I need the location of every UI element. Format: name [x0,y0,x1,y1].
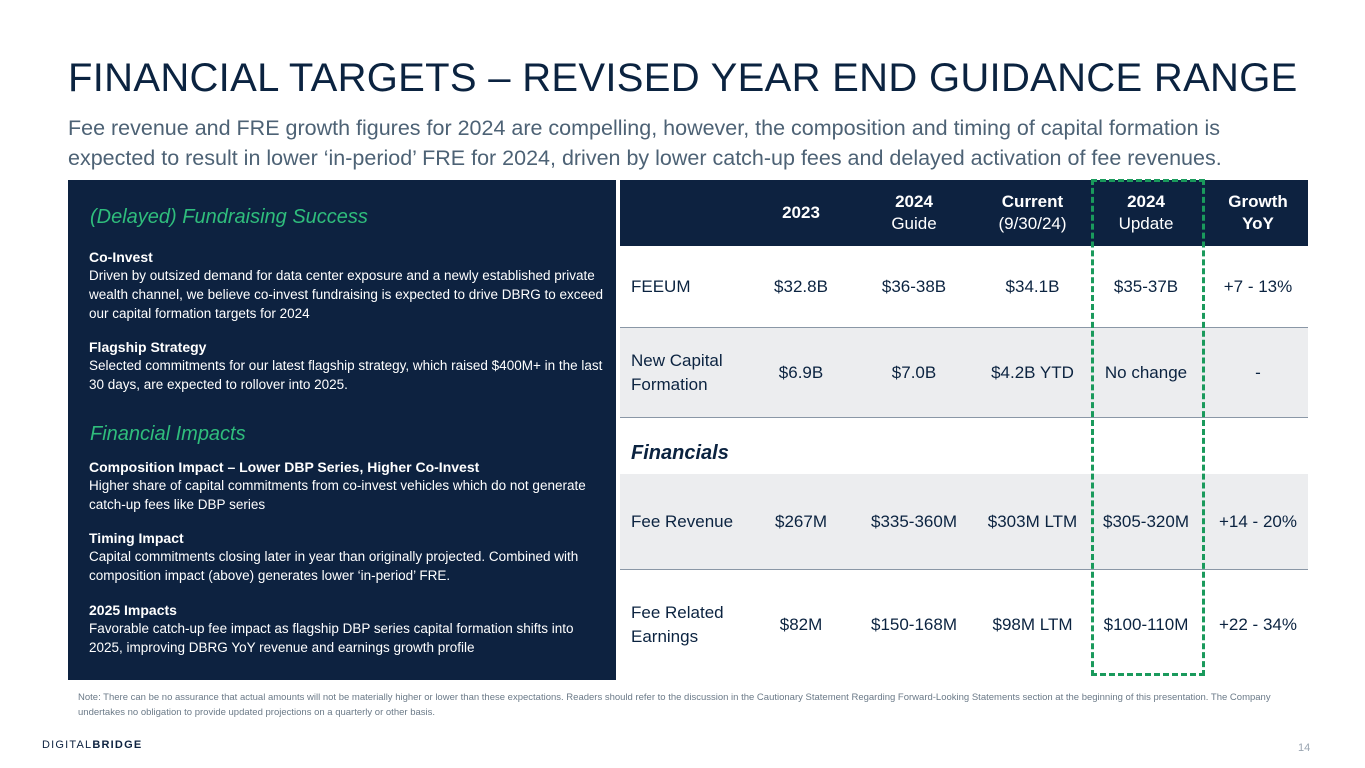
flagship-body: Selected commitments for our latest flagship strategy, which raised $400M+ in the last 30 days, are expected to rollover into 2025. [89,358,603,392]
table-row-financials-heading [620,418,1308,474]
composition-title: Composition Impact – Lower DBP Series, Higher Co-Invest [89,459,480,475]
header-2023: 2023 [782,203,820,222]
cell-update: $35-37B [1113,276,1179,296]
cell-2023: $267M [775,511,827,531]
timing-title: Timing Impact [89,530,184,546]
cell-2023: $32.8B [774,276,828,296]
header-2024-update: 2024 Update [1118,192,1174,233]
row-label: FEEUM [631,276,691,296]
row-label: Fee Related Earnings [631,603,724,646]
table-row-fee-revenue [620,474,1308,570]
cell-update: No change [1104,362,1188,382]
cell-current: $4.2B YTD [991,362,1074,382]
left-panel [68,180,616,680]
table-row-feeum [620,246,1308,328]
row-label: Fee Revenue [631,511,734,531]
page-number: 14 [1298,742,1311,754]
composition-item [89,458,604,514]
header-growth-yoy: Growth YoY [1228,192,1288,233]
header-2024-guide: 2024 Guide [891,192,937,233]
cell-guide: $7.0B [891,362,937,382]
impacts-heading: Financial Impacts [90,423,246,445]
coinvest-body: Driven by outsized demand for data center exposure and a newly established private wealth channel, we believe co-invest fundraising is expected to drive DBRG to exceed our capital formation targets for 2024 [89,268,604,321]
cell-2023: $82M [779,615,823,634]
cell-growth: +22 - 34% [1219,615,1297,634]
fundraising-heading: (Delayed) Fundraising Success [90,206,368,228]
cell-guide: $150-168M [870,615,957,634]
cell-current: $98M LTM [992,615,1073,634]
cell-2023: $6.9B [778,362,824,382]
cell-growth: +7 - 13% [1223,276,1293,296]
financials-label: Financials [631,442,729,464]
guidance-table [620,180,1308,680]
cell-guide: $335-360M [870,511,957,531]
cell-update: $305-320M [1102,511,1189,531]
digitalbridge-logo: DIGITALBRIDGE [42,739,143,751]
timing-body: Capital commitments closing later in year than originally projected. Combined with composition impact (above) generates lower ‘in-period’ FRE. [89,549,579,583]
table-header [620,180,1308,246]
footnote: Note: There can be no assurance that actual amounts will not be materially higher or lower than these expectations. Readers should refer to the discussion in the Cautionary Statement Regarding Forward-Looking Statements section at the beginning of this presentation. The Company undertakes no obligation to provide updated projections on a quarterly or other basis. [78,692,1271,718]
table-row-fee-related-earnings [620,570,1308,680]
coinvest-title: Co-Invest [89,249,153,265]
flagship-title: Flagship Strategy [89,339,207,355]
cell-growth: - [1255,362,1261,382]
composition-body: Higher share of capital commitments from co-invest vehicles which do not generate catch-up fees like DBP series [89,478,586,512]
page-title: FINANCIAL TARGETS – REVISED YEAR END GUIDANCE RANGE [68,56,1298,100]
table-row-capital-formation [620,328,1308,418]
coinvest-item [89,248,604,323]
cell-current: $34.1B [1005,276,1060,296]
row-label: New Capital Formation [631,350,723,394]
impacts2025-title: 2025 Impacts [89,602,177,618]
page-subtitle [68,113,1328,173]
impacts2025-body: Favorable catch-up fee impact as flagship DBP series capital formation shifts into 2025, improving DBRG YoY revenue and earnings growth profile [89,621,574,655]
subtitle-line-1: Fee revenue and FRE growth figures for 2024 are compelling, however, the composition and timing of capital formation is [68,116,1221,140]
timing-item [89,529,604,585]
cell-update: $100-110M [1103,615,1189,634]
cell-growth: +14 - 20% [1219,511,1297,531]
subtitle-line-2: expected to result in lower ‘in-period’ FRE for 2024, driven by lower catch-up fees and delayed activation of fee revenues. [68,146,1222,170]
impacts2025-item [89,601,604,657]
flagship-item [89,338,604,394]
cell-current: $303M LTM [987,511,1078,531]
header-current: Current (9/30/24) [998,192,1067,233]
cell-guide: $36-38B [881,276,947,296]
